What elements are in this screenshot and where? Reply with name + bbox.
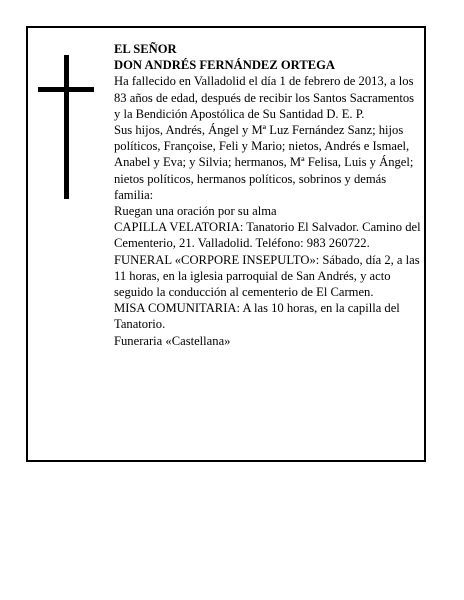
- deceased-title: EL SEÑOR: [114, 42, 177, 56]
- wake-chapel-info: CAPILLA VELATORIA: Tanatorio El Salvador. Camino del Cementerio, 21. Valladolid. Teléfono: 983 260722.: [114, 220, 421, 251]
- cross-horizontal-bar: [38, 87, 94, 92]
- obituary-notice: [26, 26, 426, 462]
- cross-vertical-bar: [64, 55, 69, 199]
- latin-cross-icon: [38, 55, 94, 199]
- community-mass-info: MISA COMUNITARIA: A las 10 horas, en la capilla del Tanatorio.: [114, 301, 400, 332]
- death-announcement: Ha fallecido en Valladolid el día 1 de febrero de 2013, a los 83 años de edad, después de recibir los Santos Sacramentos y la Bendición Apostólica de Su Santidad D. E. P.: [114, 74, 415, 121]
- notice-text: [114, 41, 423, 349]
- prayer-request: Ruegan una oración por su alma: [114, 204, 277, 219]
- family-list: Sus hijos, Andrés, Ángel y Mª Luz Fernández Sanz; hijos políticos, Françoise, Feli y Mario; nietos, Andrés e Ismael, Anabel y Eva; y Silvia; hermanos, Mª Felisa, Luis y Ángel; nietos políticos, hermanos políticos, sobrinos y demás familia:: [114, 123, 414, 202]
- funeral-info: FUNERAL «CORPORE INSEPULTO»: Sábado, día 2, a las 11 horas, en la iglesia parroquial de San Andrés, y acto seguido la conducción al cementerio de El Carmen.: [114, 252, 420, 300]
- deceased-name: DON ANDRÉS FERNÁNDEZ ORTEGA: [114, 58, 336, 73]
- funeral-home: Funeraria «Castellana»: [114, 333, 231, 348]
